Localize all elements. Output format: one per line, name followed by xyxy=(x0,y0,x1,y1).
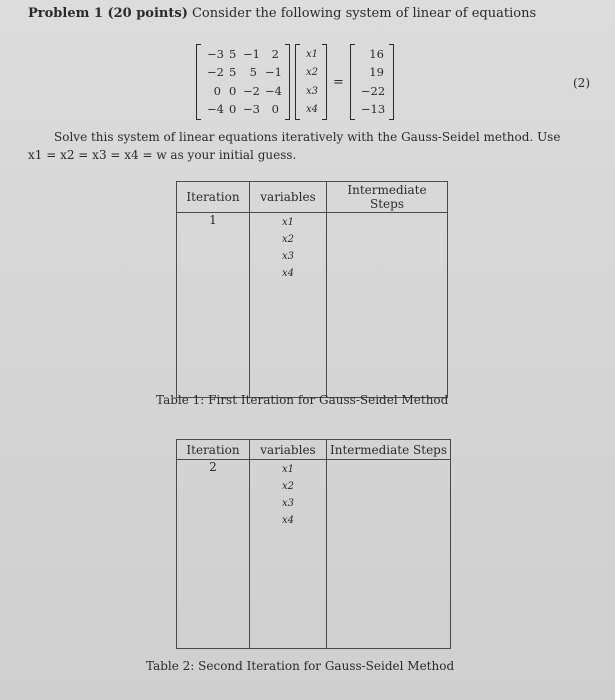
header-variables: variables xyxy=(250,440,327,460)
vector-x xyxy=(295,44,327,120)
variable-x2: x2 xyxy=(281,234,294,245)
linear-system xyxy=(196,44,394,120)
matrix-a-entry: 5 xyxy=(229,65,237,80)
vector-b-entry: −13 xyxy=(360,102,386,117)
vector-b-entry: 19 xyxy=(369,65,384,80)
matrix-a-entry: 2 xyxy=(271,46,279,61)
vector-x-entry: x1 xyxy=(306,48,319,60)
matrix-a-entry: −2 xyxy=(243,83,260,98)
variable-x1: x1 xyxy=(281,217,294,228)
iteration-table-2 xyxy=(176,439,451,649)
instructions xyxy=(28,128,598,164)
variables-cell xyxy=(250,460,327,649)
matrix-a-entry: 0 xyxy=(229,83,237,98)
header-iteration: Iteration xyxy=(177,182,250,213)
vector-b-entry: 16 xyxy=(369,46,384,61)
matrix-a-entry: 5 xyxy=(229,46,237,61)
matrix-a-entry: −4 xyxy=(265,83,282,98)
instructions-line-2: x1 = x2 = x3 = x4 = w as your initial guess. xyxy=(28,148,297,162)
variable-x1: x1 xyxy=(281,464,294,475)
header-steps: Intermediate Steps xyxy=(327,182,448,213)
problem-text: Consider the following system of linear of equations xyxy=(191,6,537,21)
matrix-a-entry: 0 xyxy=(229,102,237,117)
header-steps: Intermediate Steps xyxy=(327,440,451,460)
variable-x2: x2 xyxy=(281,481,294,492)
matrix-a-entry: −3 xyxy=(243,102,260,117)
matrix-a-entry: −1 xyxy=(243,46,260,61)
matrix-a-entry: 0 xyxy=(213,83,221,98)
problem-heading: Problem 1 (20 points) xyxy=(28,6,188,21)
variable-x3: x3 xyxy=(281,251,294,262)
variable-x4: x4 xyxy=(281,515,294,526)
matrix-a xyxy=(196,44,290,120)
vector-b-entry: −22 xyxy=(360,83,386,98)
matrix-a-entry: −1 xyxy=(265,65,282,80)
equation-number: (2) xyxy=(573,76,590,90)
matrix-a-entry: 0 xyxy=(271,102,279,117)
vector-b xyxy=(350,44,394,120)
matrix-a-entry: 5 xyxy=(249,65,257,80)
iteration-number: 2 xyxy=(177,460,250,649)
variable-x4: x4 xyxy=(281,268,294,279)
iteration-table-1 xyxy=(176,181,448,398)
instructions-line-1: Solve this system of linear equations iteratively with the Gauss-Seidel method. Use xyxy=(54,130,561,144)
table-2-caption: Table 2: Second Iteration for Gauss-Seidel Method xyxy=(146,659,455,673)
matrix-a-entry: −2 xyxy=(207,65,224,80)
table-1-caption: Table 1: First Iteration for Gauss-Seidel Method xyxy=(156,393,449,407)
problem-statement xyxy=(28,6,536,21)
equals-sign: = xyxy=(333,74,344,90)
header-variables: variables xyxy=(250,182,327,213)
matrix-a-entry: −4 xyxy=(207,102,224,117)
matrix-a-entry: −3 xyxy=(207,46,224,61)
steps-cell[interactable] xyxy=(327,213,448,398)
iteration-number: 1 xyxy=(177,213,250,398)
variables-cell xyxy=(250,213,327,398)
variable-x3: x3 xyxy=(281,498,294,509)
vector-x-entry: x4 xyxy=(306,104,319,116)
vector-x-entry: x3 xyxy=(306,85,319,97)
vector-x-entry: x2 xyxy=(306,67,319,79)
steps-cell[interactable] xyxy=(327,460,451,649)
header-iteration: Iteration xyxy=(177,440,250,460)
